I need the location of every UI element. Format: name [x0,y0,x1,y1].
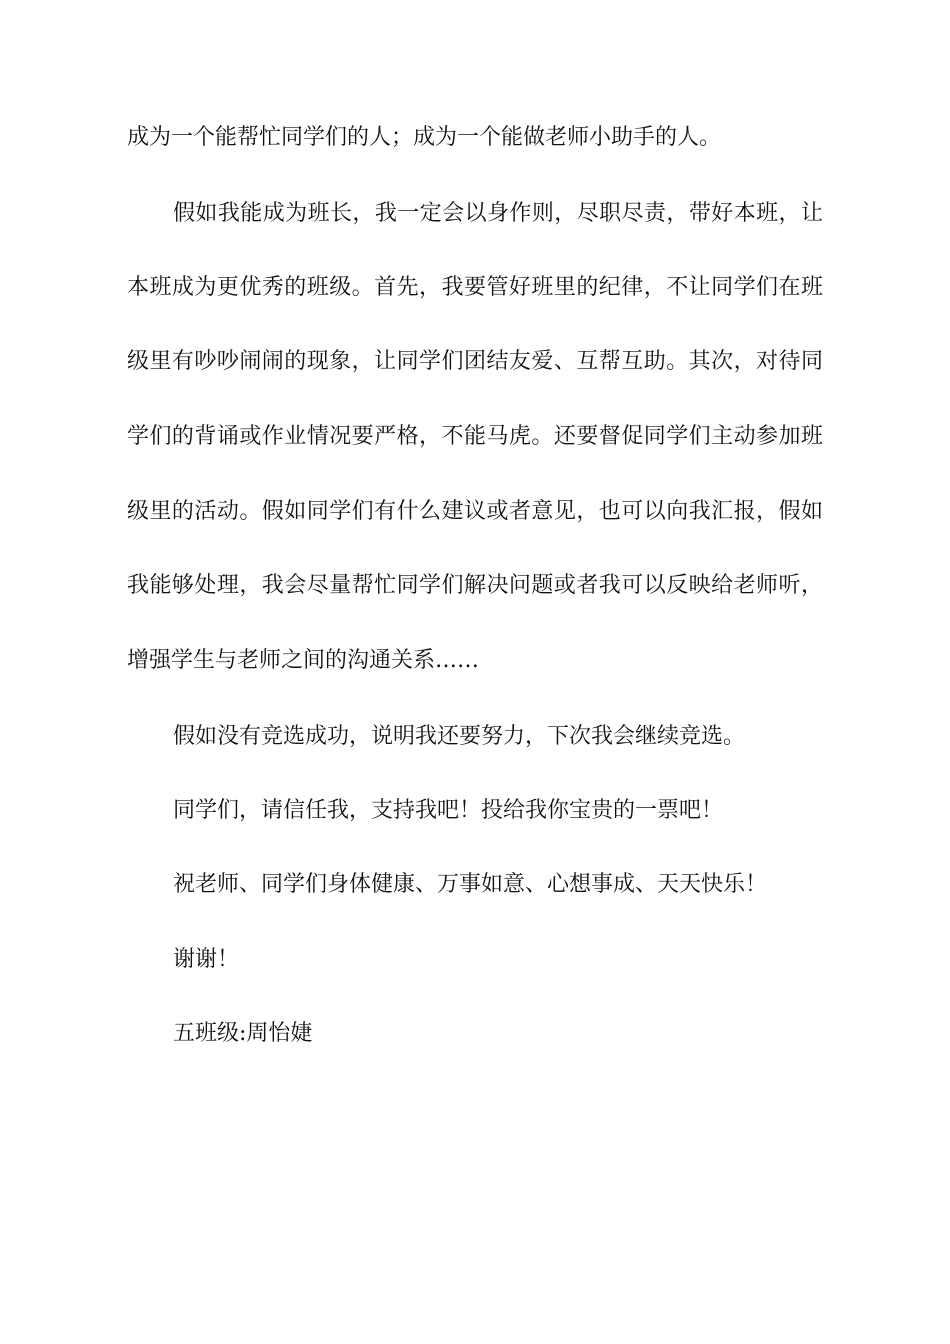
paragraph-2-line-3: 级里有吵吵闹闹的现象，让同学们团结友爱、互帮互助。其次，对待同 [127,349,823,374]
paragraph-2-line-5: 级里的活动。假如同学们有什么建议或者意见，也可以向我汇报，假如 [127,499,823,524]
paragraph-3: 假如没有竞选成功，说明我还要努力，下次我会继续竞选。 [173,724,746,749]
paragraph-4: 同学们，请信任我，支持我吧！投给我你宝贵的一票吧！ [173,798,724,823]
paragraph-2-line-6: 我能够处理，我会尽量帮忙同学们解决问题或者我可以反映给老师听， [127,573,823,598]
paragraph-2-line-1: 假如我能成为班长，我一定会以身作则，尽职尽责，带好本班，让 [173,201,823,226]
closing-thanks: 谢谢！ [173,947,240,972]
paragraph-2-line-7: 增强学生与老师之间的沟通关系…… [127,648,480,673]
signature: 五班级:周怡婕 [173,1021,313,1046]
paragraph-2-line-4: 学们的背诵或作业情况要严格，不能马虎。还要督促同学们主动参加班 [127,424,823,449]
paragraph-5: 祝老师、同学们身体健康、万事如意、心想事成、天天快乐！ [173,872,768,897]
paragraph-1-line-1: 成为一个能帮忙同学们的人；成为一个能做老师小助手的人。 [127,125,722,150]
paragraph-2-line-2: 本班成为更优秀的班级。首先，我要管好班里的纪律，不让同学们在班 [127,275,823,300]
